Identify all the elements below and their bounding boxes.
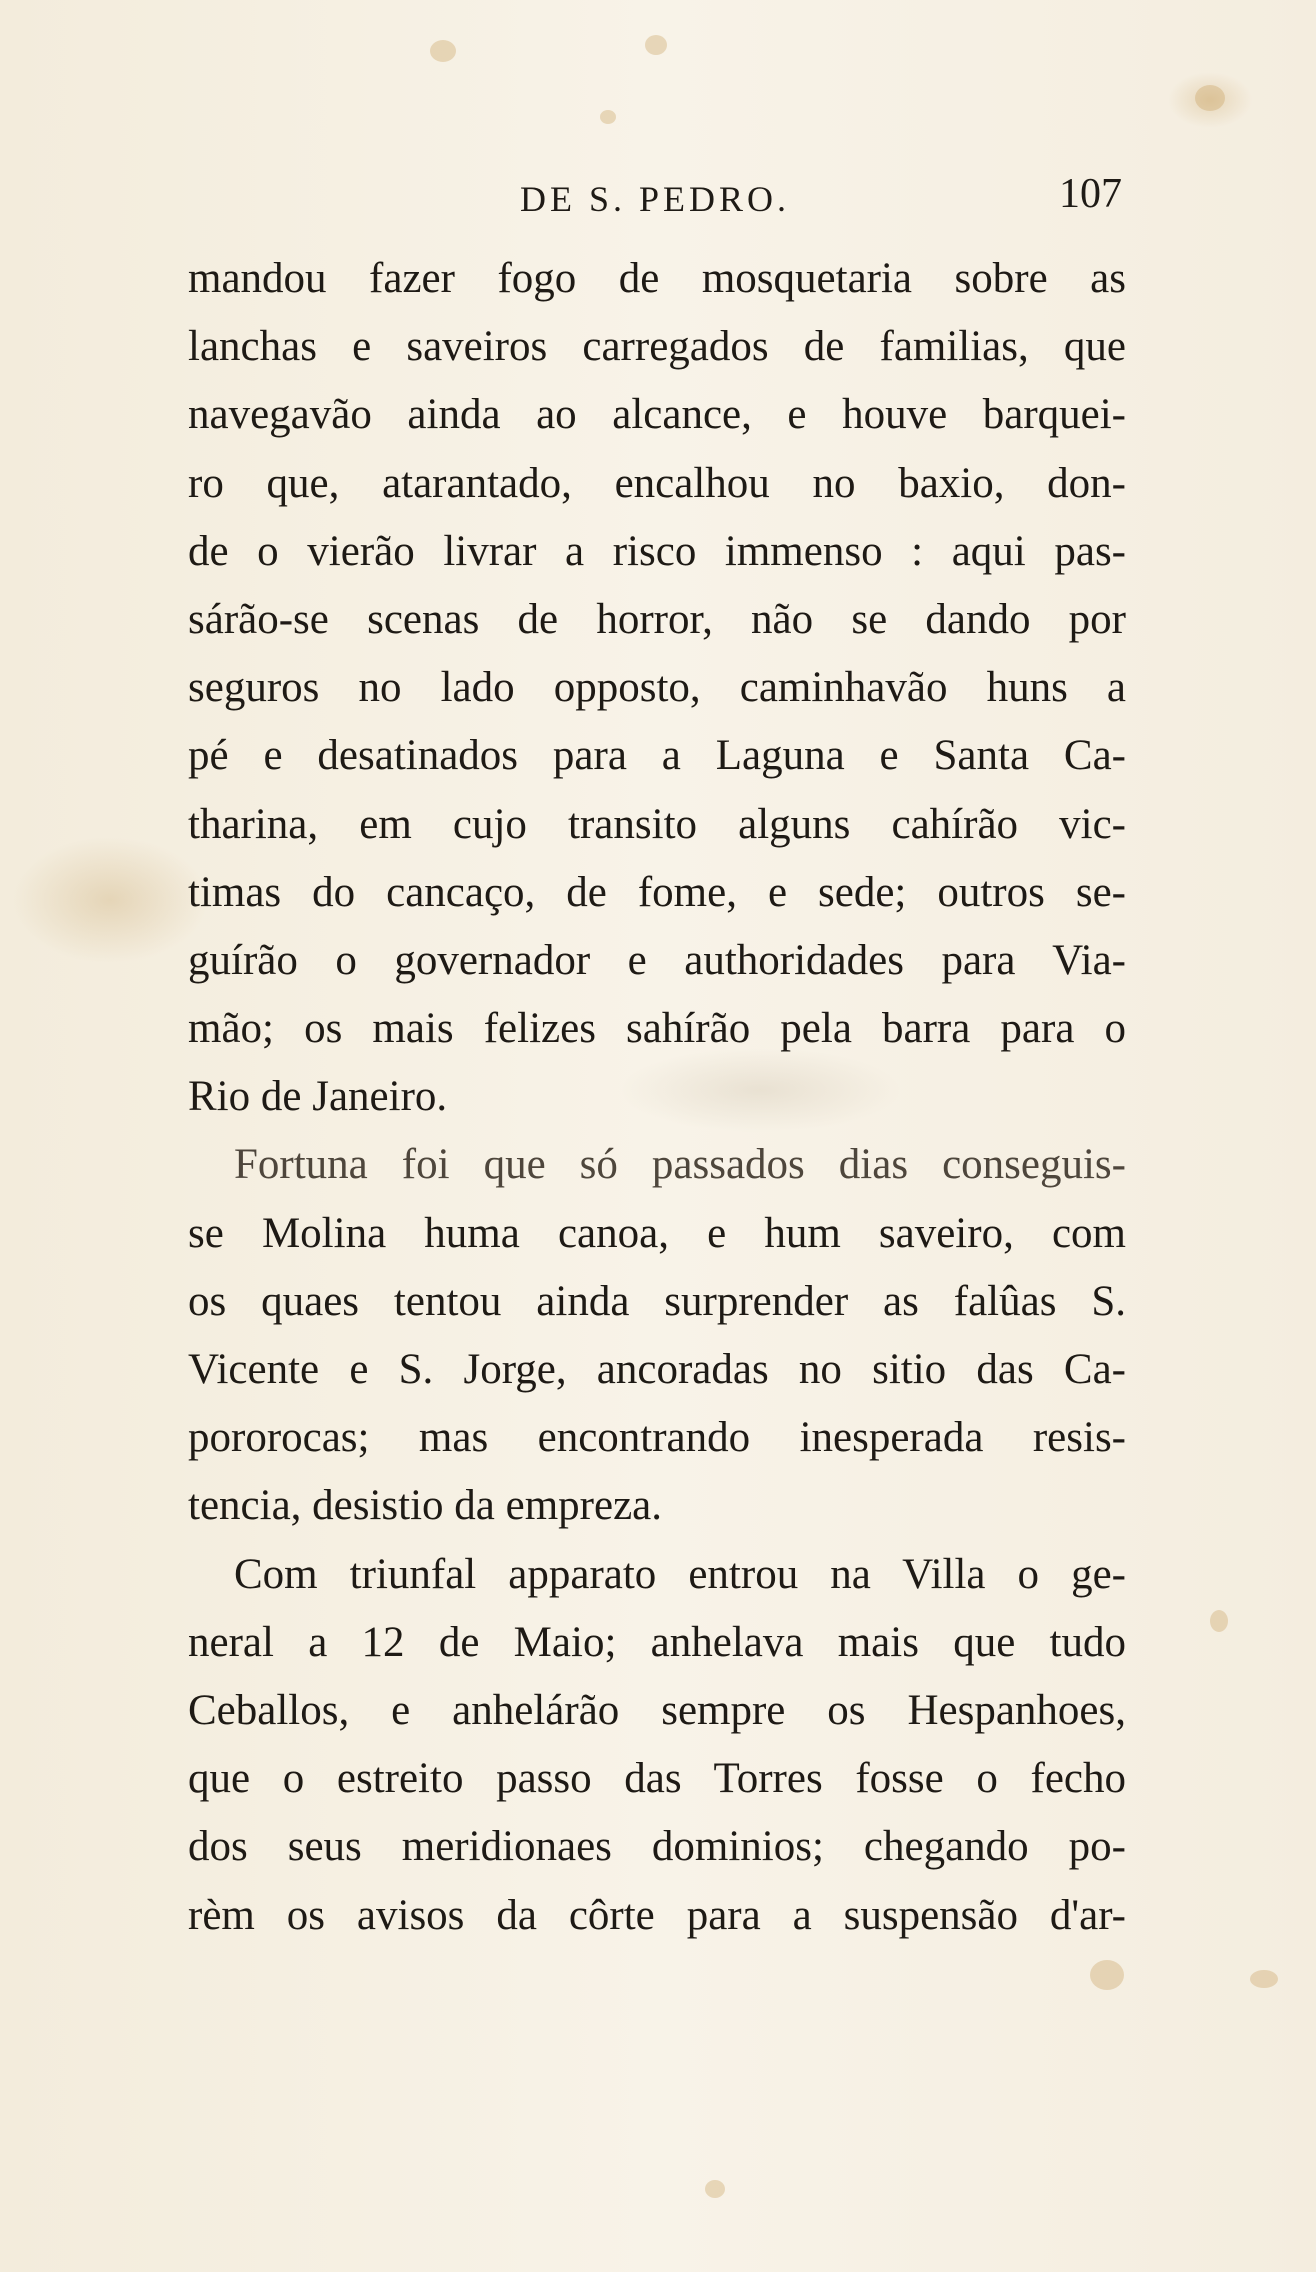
text-line: Vicente e S. Jorge, ancoradas no sitio das Ca- — [188, 1346, 1126, 1393]
text-line: Fortuna foi que só passados dias conseguis- — [234, 1141, 1126, 1189]
text-line: que o estreito passo das Torres fosse o fecho — [188, 1755, 1126, 1803]
paper-stain — [1195, 85, 1225, 111]
page-header — [190, 170, 1130, 230]
page-number: 107 — [1059, 171, 1122, 217]
text-line: de o vierão livrar a risco immenso : aqui pas- — [188, 527, 1126, 575]
text-line: tencia, desistio da empreza. — [188, 1482, 662, 1530]
text-line: os quaes tentou ainda surprender as falûas S. — [188, 1277, 1126, 1325]
running-head: DE S. PEDRO. — [520, 179, 791, 219]
text-line: se Molina huma canoa, e hum saveiro, com — [188, 1209, 1126, 1257]
text-line: Ceballos, e anhelárão sempre os Hespanhoes, — [188, 1686, 1126, 1734]
text-line: dos seus meridionaes dominios; chegando po- — [188, 1823, 1126, 1871]
paper-stain — [1210, 1610, 1228, 1632]
text-line: pororocas; mas encontrando inesperada resis- — [188, 1414, 1126, 1462]
text-line: ro que, atarantado, encalhou no baxio, don- — [188, 459, 1126, 507]
text-line: lanchas e saveiros carregados de familias, que — [188, 323, 1126, 371]
body-text — [188, 245, 1126, 1950]
text-line: Rio de Janeiro. — [188, 1073, 448, 1121]
text-line: guírão o governador e authoridades para Via- — [188, 936, 1126, 984]
text-line: mandou fazer fogo de mosquetaria sobre as — [188, 255, 1126, 302]
text-line: tharina, em cujo transito alguns cahírão vic- — [188, 800, 1126, 848]
text-line: seguros no lado opposto, caminhavão huns a — [188, 664, 1126, 712]
text-line: neral a 12 de Maio; anhelava mais que tudo — [188, 1618, 1126, 1666]
paper-stain — [1250, 1970, 1278, 1988]
paper-stain — [430, 40, 456, 62]
paper-stain — [645, 35, 667, 55]
paper-stain — [1090, 1960, 1124, 1990]
text-line: mão; os mais felizes sahírão pela barra para o — [188, 1005, 1126, 1053]
text-line: navegavão ainda ao alcance, e houve barquei- — [188, 391, 1126, 439]
text-line: Com triunfal apparato entrou na Villa o ge- — [234, 1550, 1126, 1598]
paper-stain — [600, 110, 616, 124]
paper-stain — [705, 2180, 725, 2198]
text-line: rèm os avisos da côrte para a suspensão d'ar- — [188, 1891, 1126, 1939]
text-line: pé e desatinados para a Laguna e Santa Ca- — [188, 732, 1126, 780]
text-line: timas do cancaço, de fome, e sede; outros se- — [188, 868, 1126, 916]
text-line: sárão-se scenas de horror, não se dando por — [188, 595, 1126, 643]
